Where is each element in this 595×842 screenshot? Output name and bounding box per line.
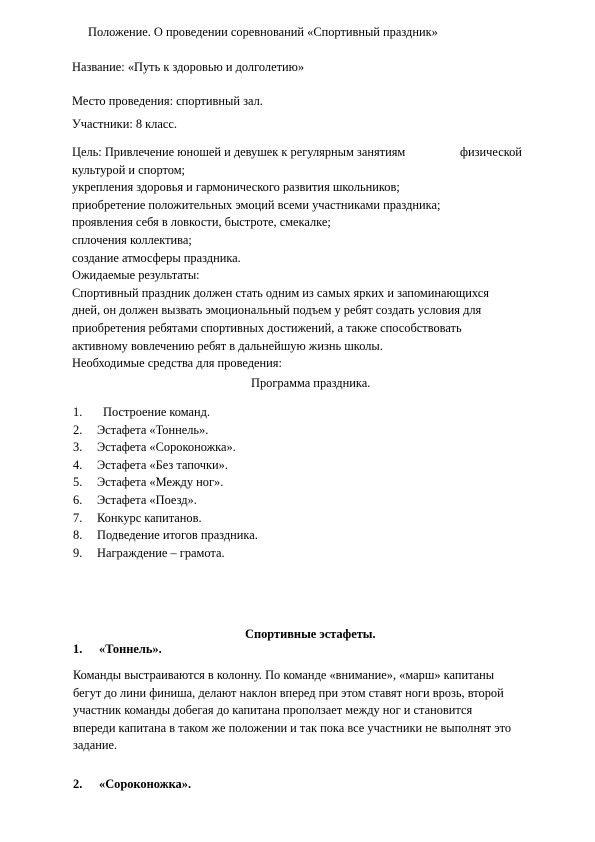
list-item-number: 6. bbox=[73, 492, 83, 507]
goal-line: культурой и спортом; bbox=[72, 162, 186, 177]
event-name-line: Название: «Путь к здоровью и долголетию» bbox=[72, 60, 305, 74]
relay-1-number: 1. bbox=[73, 642, 83, 656]
relays-title: Спортивные эстафеты. bbox=[245, 627, 376, 641]
list-item-text: Эстафета «Без тапочки». bbox=[97, 457, 228, 472]
goal-line: создание атмосферы праздника. bbox=[72, 250, 241, 265]
list-item-number: 2. bbox=[73, 422, 83, 437]
event-members-line: Участники: 8 класс. bbox=[72, 117, 177, 131]
list-item-number: 4. bbox=[73, 457, 83, 472]
list-item-text: Эстафета «Сороконожка». bbox=[97, 440, 236, 455]
list-item-number: 3. bbox=[73, 440, 83, 455]
list-item-text: Эстафета «Между ног». bbox=[97, 475, 224, 490]
list-item-number: 7. bbox=[73, 510, 83, 525]
relay-1-title: «Тоннель». bbox=[99, 642, 162, 656]
list-item-text: Подведение итогов праздника. bbox=[97, 528, 258, 543]
relay-1-heading bbox=[73, 641, 162, 657]
goal-line: Ожидаемые результаты: bbox=[72, 268, 200, 283]
list-item-text: Эстафета «Тоннель». bbox=[97, 422, 209, 437]
goal-line: дней, он должен вызвать эмоциональный подъем у ребят создать условия для bbox=[72, 303, 482, 318]
list-item-text: Эстафета «Поезд». bbox=[97, 492, 197, 507]
event-place-line: Место проведения: спортивный зал. bbox=[72, 94, 263, 108]
goal-line: активному вовлечению ребят в дальнейшую жизнь школы. bbox=[72, 338, 383, 353]
goal-section bbox=[72, 144, 542, 373]
goal-line: сплочения коллектива; bbox=[72, 232, 192, 247]
goal-first-tail: физической bbox=[460, 145, 522, 159]
list-item-text: Построение команд. bbox=[103, 405, 211, 419]
list-item-number: 9. bbox=[73, 545, 83, 560]
list-item-text: Конкурс капитанов. bbox=[97, 510, 202, 525]
goal-first-line bbox=[72, 144, 542, 162]
paragraph-line: бегут до лини финиша, делают наклон вперед при этом ставят ноги врозь, второй bbox=[73, 685, 504, 700]
paragraph-line: задание. bbox=[73, 738, 118, 753]
relay-2-number: 2. bbox=[73, 777, 83, 791]
paragraph-line: Команды выстраиваются в колонну. По команде «внимание», «марш» капитаны bbox=[73, 668, 495, 682]
relay-1-description bbox=[73, 667, 543, 755]
goal-first-text: Цель: Привлечение юношей и девушек к регулярным занятиям bbox=[72, 145, 406, 159]
goal-line: приобретения ребятами спортивных достижений, а также способствовать bbox=[72, 320, 462, 335]
document-title: Положение. О проведении соревнований «Спортивный праздник» bbox=[88, 25, 438, 39]
paragraph-line: впереди капитана в таком же положении и так пока все участники не выполнят это bbox=[73, 720, 512, 735]
list-item-text: Награждение – грамота. bbox=[97, 545, 225, 560]
program-title: Программа праздника. bbox=[251, 376, 371, 390]
goal-line: проявления себя в ловкости, быстроте, смекалке; bbox=[72, 215, 331, 230]
relay-2-heading bbox=[73, 776, 191, 792]
relay-2-title: «Сороконожка». bbox=[99, 777, 192, 791]
list-item-number: 8. bbox=[73, 528, 83, 543]
list-item-number: 5. bbox=[73, 475, 83, 490]
goal-line: Необходимые средства для проведения: bbox=[72, 356, 282, 371]
paragraph-line: участник команды добегая до капитана проползает между ног и становится bbox=[73, 703, 473, 718]
goal-line: укрепления здоровья и гармонического развития школьников; bbox=[72, 180, 400, 195]
goal-line: приобретение положительных эмоций всеми участниками праздника; bbox=[72, 197, 441, 212]
goal-line: Спортивный праздник должен стать одним из самых ярких и запоминающихся bbox=[72, 285, 489, 300]
list-item-number: 1. bbox=[73, 405, 83, 419]
